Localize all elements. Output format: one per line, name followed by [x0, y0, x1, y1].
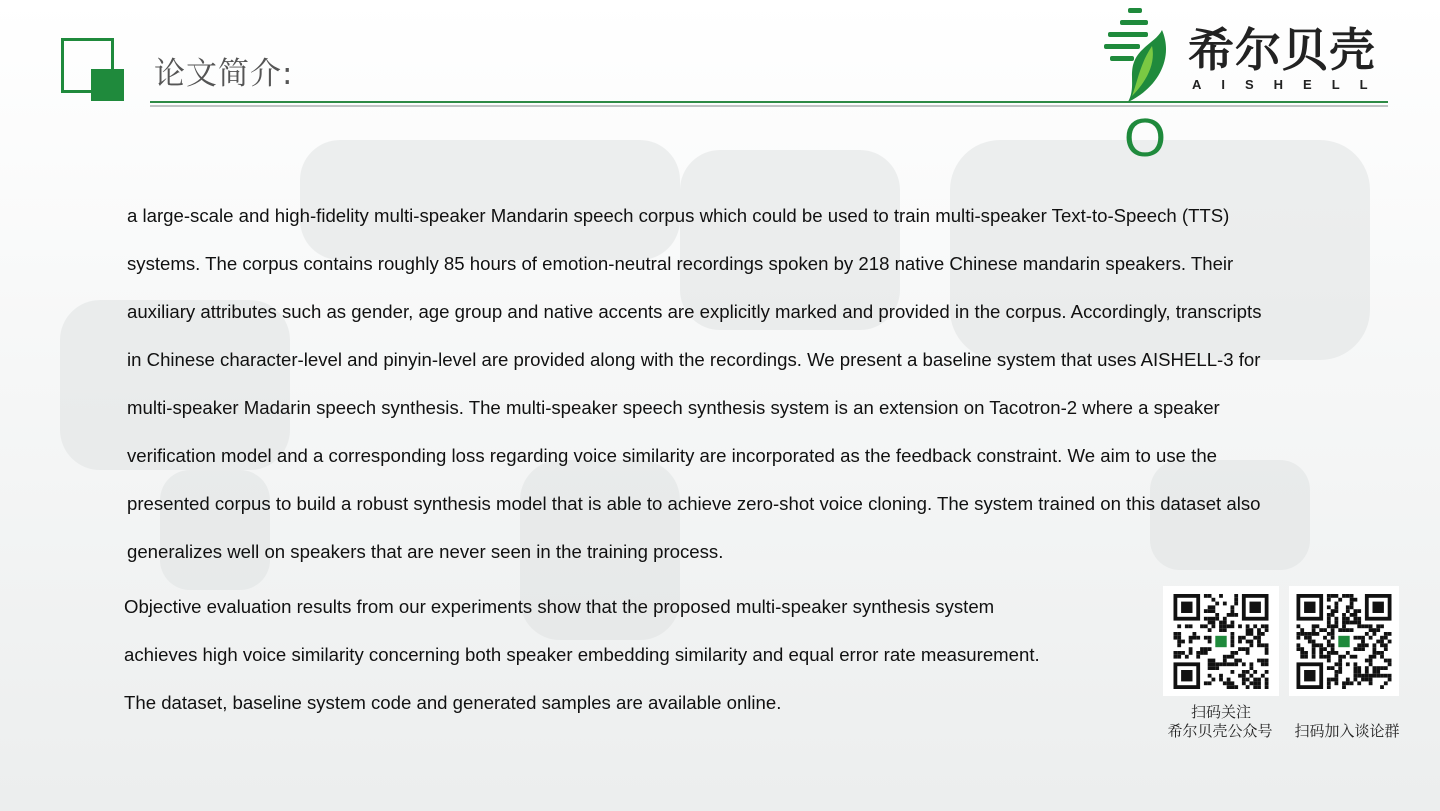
abstract-line: multi-speaker Madarin speech synthesis. The multi-speaker speech synthesis system is an extension on Tacotron-2 where a speaker — [127, 397, 1220, 418]
abstract-line: generalizes well on speakers that are never seen in the training process. — [127, 541, 724, 562]
aishell-logo — [1104, 6, 1404, 104]
qr-code-icon — [1289, 586, 1399, 696]
logo-english-text: AISHELL — [1192, 77, 1388, 92]
qr-caption-public-account: 希尔贝壳公众号 — [1167, 722, 1273, 740]
abstract-paragraph-2 — [124, 583, 1124, 727]
qr-code-public-account[interactable] — [1163, 586, 1279, 696]
qr-caption-scan: 扫码关注 — [1190, 703, 1251, 721]
abstract-line: auxiliary attributes such as gender, age group and native accents are explicitly marked and provided in the corpus. Accordingly, transcripts — [127, 301, 1262, 322]
logo-chinese-text: 希尔贝壳 — [1188, 23, 1376, 77]
abstract-paragraph-1 — [127, 192, 1355, 576]
title-underline-shadow — [150, 105, 1388, 107]
qr-code-icon — [1163, 586, 1279, 696]
qr-code-discussion-group[interactable] — [1289, 586, 1399, 696]
abstract-line: systems. The corpus contains roughly 85 hours of emotion-neutral recordings spoken by 218 native Chinese mandarin speakers. Their — [127, 253, 1234, 274]
leaf-logo-icon — [1104, 6, 1170, 104]
abstract-line: verification model and a corresponding loss regarding voice similarity are incorporated as the feedback constraint. We aim to use the — [127, 445, 1218, 466]
square-corner-icon — [61, 38, 125, 102]
stray-glyph: O — [1124, 108, 1167, 168]
page-title: 论文简介: — [154, 56, 294, 92]
abstract-line: in Chinese character-level and pinyin-level are provided along with the recordings. We present a baseline system that uses AISHELL-3 for — [127, 349, 1261, 370]
abstract-line: Objective evaluation results from our experiments show that the proposed multi-speaker synthesis system — [124, 596, 995, 617]
abstract-line: presented corpus to build a robust synthesis model that is able to achieve zero-shot voice cloning. The system trained on this dataset also — [127, 493, 1261, 514]
qr-caption-discussion-group: 扫码加入谈论群 — [1294, 722, 1400, 740]
abstract-line: a large-scale and high-fidelity multi-speaker Mandarin speech corpus which could be used to train multi-speaker Text-to-Speech (TTS) — [127, 205, 1230, 226]
abstract-line: The dataset, baseline system code and generated samples are available online. — [124, 692, 782, 713]
abstract-line: achieves high voice similarity concerning both speaker embedding similarity and equal error rate measurement. — [124, 644, 1040, 665]
